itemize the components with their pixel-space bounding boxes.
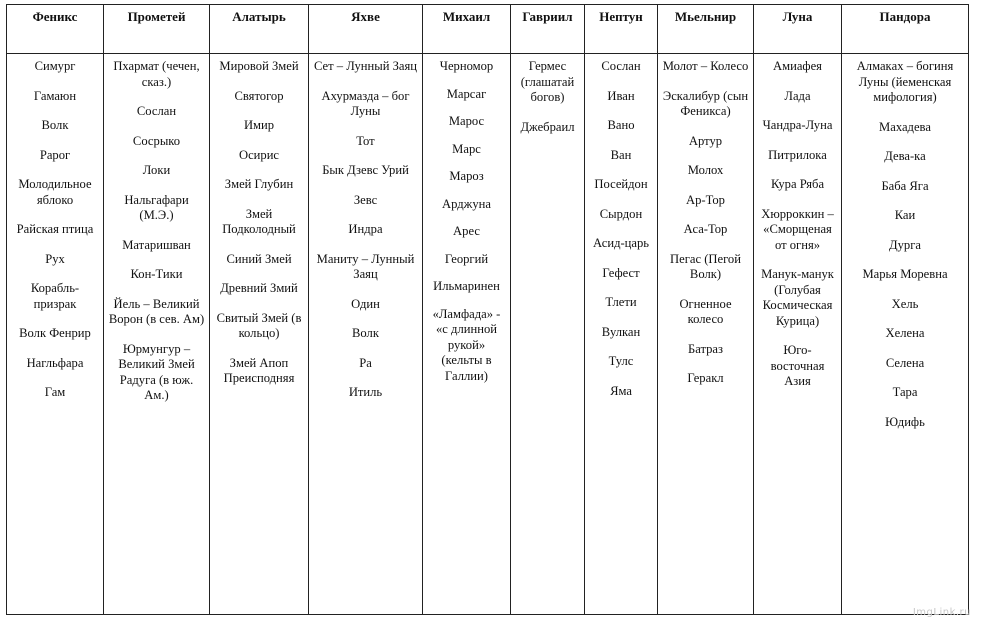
- list-item: Амиафея: [773, 59, 822, 73]
- list-item: Марья Моревна: [862, 267, 948, 281]
- list-item: Селена: [885, 355, 925, 370]
- list-item: Эскалибур (сын Феникса): [662, 88, 749, 118]
- list-item: Гермес (глашатай богов): [520, 59, 575, 104]
- list-item: Георгий: [444, 251, 489, 266]
- list-item: Юго-восточная Азия: [770, 343, 825, 388]
- list-item: Гамаюн: [33, 88, 77, 103]
- column-header: Прометей: [104, 5, 210, 54]
- list-item: Дева-ка: [884, 149, 926, 163]
- list-item: Синий Змей: [226, 251, 292, 266]
- column-list: [210, 54, 308, 614]
- list-item: Бык Дзевс Урий: [322, 163, 409, 177]
- list-item: Волк Фенрир: [19, 326, 91, 340]
- list-item: Марс: [452, 141, 481, 156]
- list-item: Кон-Тики: [130, 267, 183, 281]
- column-cell: [423, 54, 511, 615]
- watermark: ImgLink.ru: [912, 607, 971, 618]
- list-item: Райская птица: [16, 222, 94, 236]
- column-cell: [585, 54, 658, 615]
- list-item: Ван: [610, 147, 632, 162]
- column-cell: [7, 54, 104, 615]
- list-item: Индра: [348, 222, 383, 236]
- list-item: Геракл: [687, 371, 724, 385]
- list-item: Святогор: [234, 88, 284, 103]
- list-item: Вулкан: [601, 324, 641, 339]
- list-item: Змей Глубин: [224, 177, 294, 191]
- column-list: [754, 54, 841, 614]
- column-list: [585, 54, 657, 614]
- list-item: Марос: [448, 114, 485, 128]
- list-item: Дурга: [889, 237, 921, 252]
- list-item: Черномор: [439, 59, 494, 73]
- list-item: Молодильное яблоко: [18, 177, 92, 207]
- content-row: [7, 54, 969, 615]
- column-header: Нептун: [585, 5, 658, 54]
- list-item: Матаришван: [122, 237, 191, 252]
- list-item: Лада: [784, 88, 811, 103]
- list-item: Волк: [352, 326, 379, 340]
- list-item: Махадева: [879, 119, 931, 134]
- list-item: Сослан: [136, 104, 177, 118]
- list-item: Хюрроккин – «Сморщеная от огня»: [761, 206, 834, 252]
- list-item: Яма: [610, 383, 632, 398]
- column-header: Феникс: [7, 5, 104, 54]
- list-item: Тлети: [605, 295, 637, 309]
- list-item: Один: [351, 296, 380, 311]
- list-item: Нальгафари (М.Э.): [124, 192, 189, 222]
- list-item: Батраз: [687, 341, 723, 356]
- list-item: Чандра-Луна: [762, 118, 833, 132]
- list-item: Осирис: [238, 147, 280, 162]
- list-item: Нагльфара: [26, 355, 84, 370]
- list-item: Арес: [453, 224, 480, 238]
- list-item: Мировой Змей: [219, 59, 299, 73]
- column-list: [7, 54, 103, 614]
- list-item: Древний Змий: [220, 281, 298, 295]
- list-item: Ильмаринен: [433, 279, 500, 293]
- list-item: Вано: [607, 118, 635, 132]
- mythology-table: [6, 4, 969, 615]
- column-list: [309, 54, 422, 614]
- column-cell: [511, 54, 585, 615]
- list-item: Юрмунгур – Великий Змей Радуга (в юж. Ам.): [118, 341, 195, 402]
- list-item: Гам: [44, 385, 66, 399]
- list-item: Хель: [891, 296, 919, 311]
- list-item: Ахурмазда – бог Луны: [321, 88, 410, 118]
- list-item: Тулс: [608, 354, 634, 368]
- column-header: Гавриил: [511, 5, 585, 54]
- list-item: Маниту – Лунный Заяц: [316, 251, 415, 281]
- list-item: Каи: [894, 208, 916, 222]
- list-item: Сослан: [601, 59, 641, 73]
- column-header: Яхве: [309, 5, 423, 54]
- list-item: Ра: [359, 355, 372, 370]
- list-item: Змей Апоп Преисподняя: [223, 355, 295, 385]
- list-item: Асид-царь: [592, 236, 650, 250]
- list-item: Тара: [892, 385, 918, 399]
- list-item: Волк: [41, 118, 69, 132]
- list-item: Тот: [356, 133, 375, 148]
- list-item: Алмакax – богиня Луны (йеменская мифология): [856, 59, 954, 104]
- list-item: «Ламфада» - «с длинной рукой» (кельты в Галлии): [432, 306, 501, 383]
- column-header: Алатырь: [210, 5, 309, 54]
- list-item: Юдифь: [885, 414, 925, 429]
- column-list: [842, 54, 968, 614]
- list-item: Молох: [687, 163, 724, 177]
- list-item: Баба Яга: [881, 178, 929, 193]
- list-item: Иван: [607, 88, 635, 103]
- list-item: Змей Подколодный: [222, 206, 296, 236]
- list-item: Свитый Змей (в кольцо): [216, 310, 302, 340]
- list-item: Хелена: [885, 326, 925, 340]
- header-row: [7, 5, 969, 54]
- list-item: Рарог: [39, 147, 71, 162]
- list-item: Сет – Лунный Заяц: [313, 59, 418, 73]
- list-item: Манук-манук (Голубая Космическая Курица): [761, 267, 834, 328]
- list-item: Кура Ряба: [770, 177, 825, 191]
- list-item: Посейдон: [594, 177, 648, 191]
- column-list: [423, 54, 510, 614]
- column-header: Луна: [754, 5, 842, 54]
- column-list: [658, 54, 753, 614]
- list-item: Имир: [243, 118, 275, 132]
- list-item: Гефест: [602, 265, 640, 280]
- list-item: Сосрыко: [132, 133, 181, 148]
- list-item: Мароз: [449, 169, 484, 183]
- list-item: Артур: [688, 133, 723, 148]
- list-item: Питрилока: [768, 147, 827, 162]
- list-item: Корабль-призрак: [30, 281, 80, 311]
- list-item: Итиль: [348, 385, 383, 399]
- list-item: Сырдон: [599, 206, 643, 221]
- list-item: Арджуна: [442, 196, 491, 211]
- list-item: Симург: [34, 59, 76, 73]
- column-cell: [842, 54, 969, 615]
- column-cell: [658, 54, 754, 615]
- list-item: Марсаг: [446, 86, 487, 101]
- list-item: Йель – Великий Ворон (в сев. Ам): [108, 296, 205, 326]
- list-item: Пхармат (чечен, сказ.): [113, 59, 200, 89]
- list-item: Молот – Колесо: [662, 59, 749, 73]
- list-item: Ар-Тор: [686, 192, 725, 207]
- column-cell: [309, 54, 423, 615]
- list-item: Джебраил: [520, 119, 575, 134]
- list-item: Аса-Тор: [683, 222, 728, 236]
- column-header: Михаил: [423, 5, 511, 54]
- column-cell: [104, 54, 210, 615]
- column-header: Пандора: [842, 5, 969, 54]
- column-cell: [210, 54, 309, 615]
- column-cell: [754, 54, 842, 615]
- column-list: [511, 54, 584, 614]
- column-list: [104, 54, 209, 614]
- list-item: Огненное колесо: [679, 296, 732, 326]
- list-item: Зевс: [353, 192, 378, 207]
- list-item: Локи: [142, 163, 171, 177]
- column-header: Мьельнир: [658, 5, 754, 54]
- list-item: Пегас (Пегой Волк): [670, 251, 741, 281]
- list-item: Рух: [45, 251, 65, 266]
